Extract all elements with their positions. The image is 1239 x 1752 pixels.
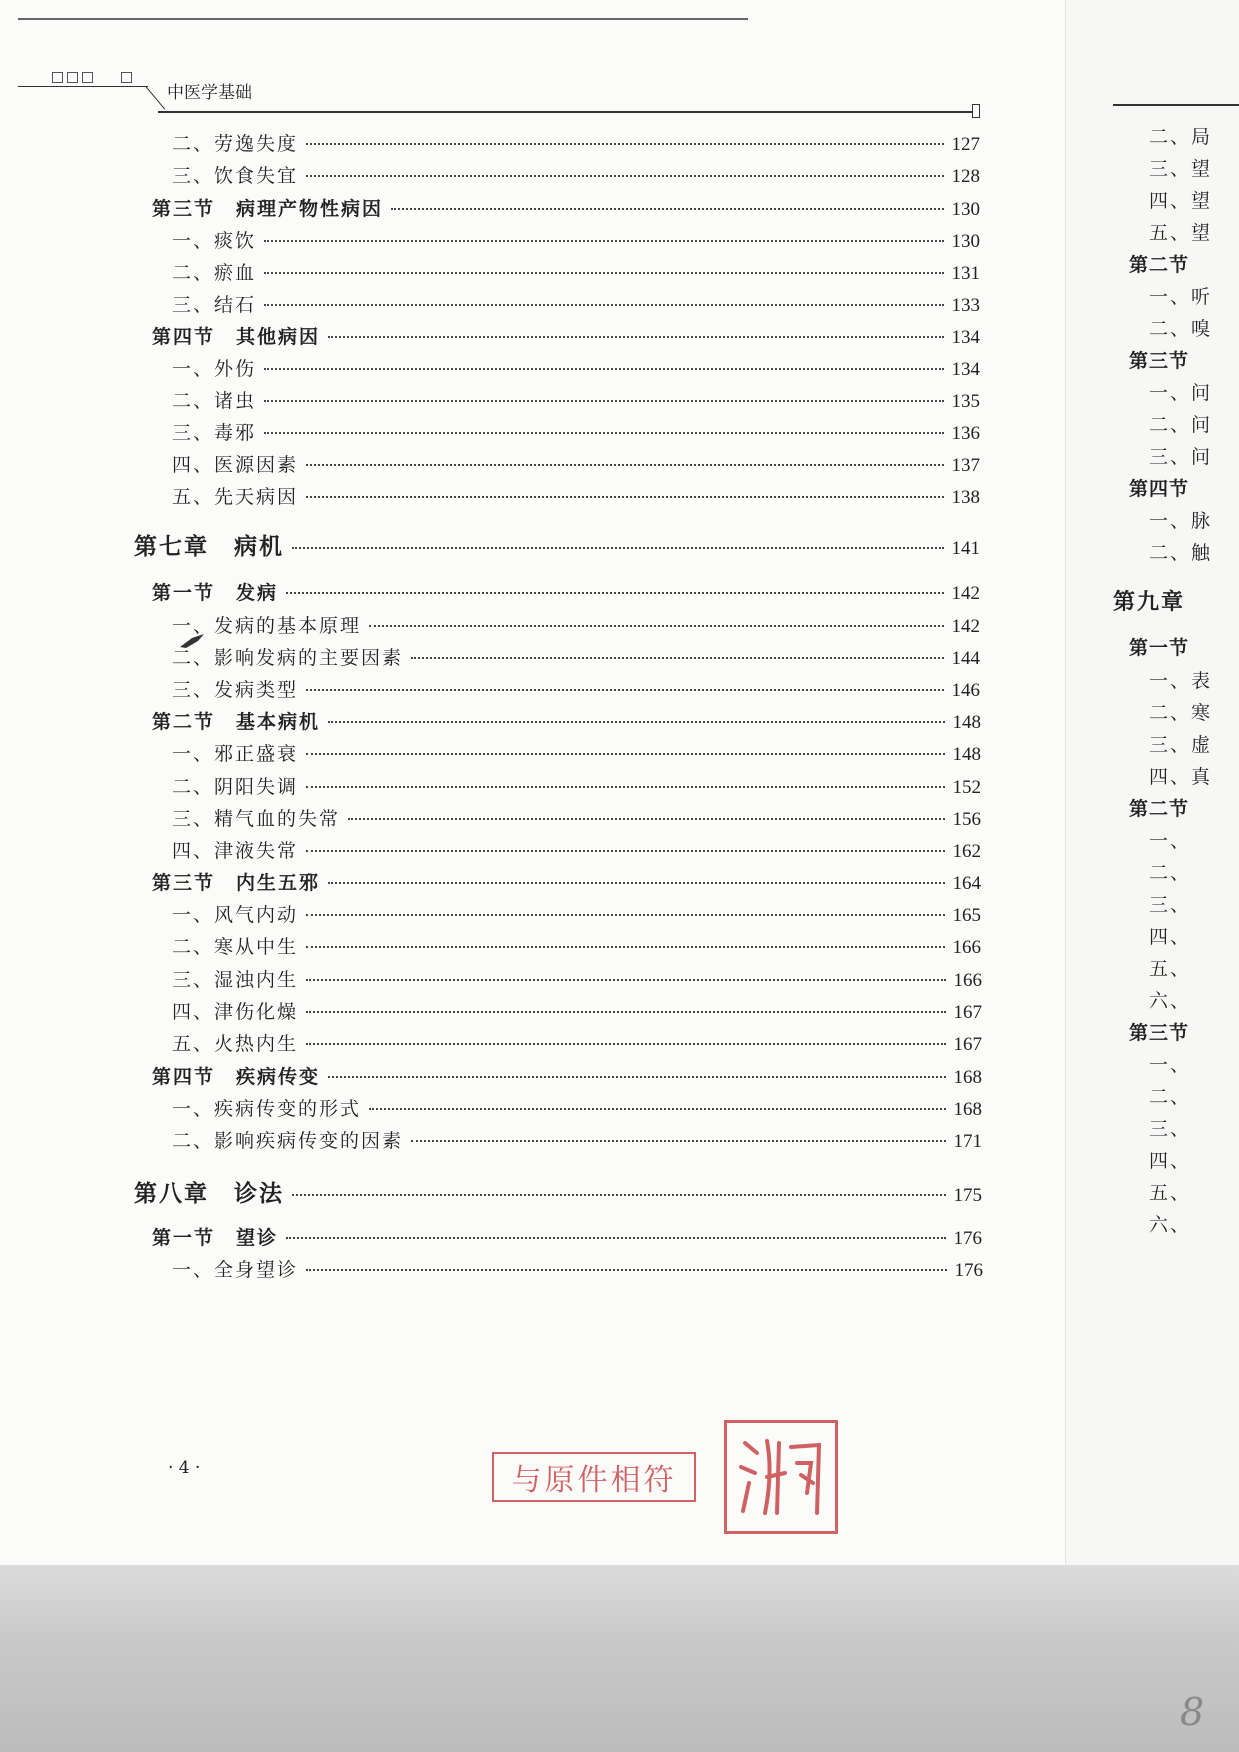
toc-item-row bbox=[172, 611, 980, 638]
facing-toc-entry: 二、嗅 bbox=[1149, 318, 1213, 340]
toc-entry-title: 一、疾病传变的形式 bbox=[172, 1098, 362, 1120]
toc-section-row bbox=[152, 707, 981, 734]
facing-toc-entry: 一、 bbox=[1149, 830, 1192, 852]
toc-entry-title: 第四节 疾病传变 bbox=[152, 1066, 321, 1088]
toc-page-number: 146 bbox=[951, 680, 980, 701]
facing-toc-entry: 二、 bbox=[1149, 862, 1192, 884]
dot-leader bbox=[292, 1194, 946, 1196]
dot-leader bbox=[328, 882, 944, 884]
toc-page-number: 127 bbox=[951, 134, 980, 155]
facing-toc-entry: 五、 bbox=[1149, 1182, 1192, 1204]
toc-page-number: 166 bbox=[953, 970, 982, 991]
toc-entry-title: 一、外伤 bbox=[172, 358, 257, 380]
toc-entry-title: 二、瘀血 bbox=[172, 262, 257, 284]
toc-item-row bbox=[172, 965, 982, 992]
facing-toc-entry: 第三节 bbox=[1129, 1022, 1190, 1044]
dot-leader bbox=[286, 592, 943, 594]
facing-toc-entry: 二、触 bbox=[1149, 542, 1213, 564]
scan-margin bbox=[0, 1565, 1239, 1752]
dot-leader bbox=[264, 272, 943, 274]
facing-header-rule bbox=[1113, 104, 1239, 106]
toc-entry-title: 一、全身望诊 bbox=[172, 1259, 299, 1281]
toc-page-number: 167 bbox=[953, 1034, 982, 1055]
facing-toc-entry: 第九章 bbox=[1113, 589, 1186, 615]
header-ornament bbox=[52, 72, 132, 83]
toc-item-row bbox=[172, 450, 980, 477]
toc-page-number: 165 bbox=[952, 905, 981, 926]
toc-section-row bbox=[152, 1062, 982, 1089]
dot-leader bbox=[306, 753, 944, 755]
toc-entry-title: 三、结石 bbox=[172, 294, 257, 316]
toc-item-row bbox=[172, 418, 980, 445]
header-rule-end bbox=[972, 104, 980, 118]
facing-toc-entry: 三、 bbox=[1149, 894, 1192, 916]
dot-leader bbox=[306, 1011, 945, 1013]
toc-item-row bbox=[172, 643, 980, 670]
dot-leader bbox=[306, 175, 943, 177]
dot-leader bbox=[264, 240, 943, 242]
toc-entry-title: 三、毒邪 bbox=[172, 422, 257, 444]
toc-item-row bbox=[172, 675, 980, 702]
toc-entry-title: 二、影响疾病传变的因素 bbox=[172, 1130, 404, 1152]
toc-item-row bbox=[172, 1255, 983, 1282]
facing-toc-entry: 一、问 bbox=[1149, 382, 1213, 404]
toc-entry-title: 二、劳逸失度 bbox=[172, 133, 299, 155]
facing-toc-entry: 一、 bbox=[1149, 1054, 1192, 1076]
toc-item-row bbox=[172, 482, 980, 509]
toc-item-row bbox=[172, 226, 980, 253]
toc-entry-title: 五、火热内生 bbox=[172, 1033, 299, 1055]
toc-entry-title: 第一节 望诊 bbox=[152, 1227, 279, 1249]
toc-item-row bbox=[172, 1029, 982, 1056]
toc-item-row bbox=[172, 258, 980, 285]
toc-entry-title: 四、津液失常 bbox=[172, 840, 299, 862]
toc-page-number: 134 bbox=[951, 327, 980, 348]
toc-entry-title: 第四节 其他病因 bbox=[152, 326, 321, 348]
toc-page-number: 133 bbox=[951, 295, 980, 316]
toc-page-number: 162 bbox=[952, 841, 981, 862]
dot-leader bbox=[286, 1237, 945, 1239]
toc-page-number: 176 bbox=[954, 1260, 983, 1281]
facing-toc-entry: 第二节 bbox=[1129, 798, 1190, 820]
facing-toc-entry: 二、局 bbox=[1149, 126, 1213, 148]
facing-toc-entry: 三、虚 bbox=[1149, 734, 1213, 756]
facing-toc-entry: 二、寒 bbox=[1149, 702, 1213, 724]
toc-page-number: 164 bbox=[952, 873, 981, 894]
dot-leader bbox=[328, 336, 943, 338]
toc-entry-title: 第八章 诊法 bbox=[134, 1180, 284, 1207]
facing-toc-entry: 一、听 bbox=[1149, 286, 1213, 308]
dot-leader bbox=[306, 850, 944, 852]
facing-toc-entry: 三、望 bbox=[1149, 158, 1213, 180]
toc-section-row bbox=[152, 322, 980, 349]
header-rule-left bbox=[18, 86, 148, 87]
toc-page-number: 168 bbox=[953, 1099, 982, 1120]
toc-entry-title: 二、阴阳失调 bbox=[172, 776, 299, 798]
facing-toc-entry: 四、望 bbox=[1149, 190, 1213, 212]
toc-item-row bbox=[172, 739, 981, 766]
toc-page-number: 130 bbox=[951, 231, 980, 252]
dot-leader bbox=[348, 818, 944, 820]
top-rule bbox=[18, 18, 748, 20]
toc-item-row bbox=[172, 772, 981, 799]
facing-toc-entry: 二、问 bbox=[1149, 414, 1213, 436]
facing-toc-entry: 六、 bbox=[1149, 990, 1192, 1012]
toc-entry-title: 三、发病类型 bbox=[172, 679, 299, 701]
toc-page-number: 156 bbox=[952, 809, 981, 830]
toc-entry-title: 五、先天病因 bbox=[172, 486, 299, 508]
facing-page-fragment bbox=[1065, 0, 1239, 1565]
facing-toc-entry: 第一节 bbox=[1129, 637, 1190, 659]
facing-toc-entry: 第三节 bbox=[1129, 350, 1190, 372]
toc-page-number: 148 bbox=[952, 744, 981, 765]
toc-page-number: 144 bbox=[951, 648, 980, 669]
toc-item-row bbox=[172, 804, 981, 831]
facing-toc-entry: 第二节 bbox=[1129, 254, 1190, 276]
dot-leader bbox=[369, 625, 943, 627]
dot-leader bbox=[306, 464, 943, 466]
dot-leader bbox=[306, 689, 943, 691]
dot-leader bbox=[306, 1269, 946, 1271]
toc-item-row bbox=[172, 386, 980, 413]
toc-entry-title: 三、精气血的失常 bbox=[172, 808, 341, 830]
toc-page-number: 148 bbox=[952, 712, 981, 733]
toc-item-row bbox=[172, 997, 982, 1024]
header-rule bbox=[158, 111, 978, 113]
running-header-title: 中医学基础 bbox=[167, 83, 252, 103]
dot-leader bbox=[306, 786, 944, 788]
toc-page-number: 168 bbox=[953, 1067, 982, 1088]
dot-leader bbox=[306, 1043, 945, 1045]
toc-page-number: 176 bbox=[953, 1228, 982, 1249]
toc-page-number: 138 bbox=[951, 487, 980, 508]
toc-page-number: 135 bbox=[951, 391, 980, 412]
toc-page-number: 136 bbox=[951, 423, 980, 444]
dot-leader bbox=[411, 1140, 945, 1142]
seal-stamp bbox=[724, 1420, 838, 1534]
toc-entry-title: 四、医源因素 bbox=[172, 454, 299, 476]
toc-entry-title: 四、津伤化燥 bbox=[172, 1001, 299, 1023]
toc-item-row bbox=[172, 1126, 982, 1153]
toc-entry-title: 二、寒从中生 bbox=[172, 936, 299, 958]
facing-toc-entry: 三、 bbox=[1149, 1118, 1192, 1140]
toc-page-number: 152 bbox=[952, 777, 981, 798]
dot-leader bbox=[306, 496, 943, 498]
facing-toc-entry: 一、脉 bbox=[1149, 510, 1213, 532]
toc-item-row bbox=[172, 900, 981, 927]
toc-entry-title: 第三节 内生五邪 bbox=[152, 872, 321, 894]
toc-section-row bbox=[152, 194, 980, 221]
header-rule-diagonal bbox=[145, 86, 165, 110]
facing-toc-entry: 四、真 bbox=[1149, 766, 1213, 788]
facing-toc-entry: 一、表 bbox=[1149, 670, 1213, 692]
toc-page-number: 142 bbox=[951, 583, 980, 604]
page-folio: · 4 · bbox=[168, 1458, 201, 1478]
pen-mark bbox=[178, 632, 208, 650]
dot-leader bbox=[306, 979, 945, 981]
toc-page-number: 175 bbox=[953, 1185, 982, 1206]
toc-item-row bbox=[172, 836, 981, 863]
toc-page-number: 167 bbox=[953, 1002, 982, 1023]
facing-toc-entry: 六、 bbox=[1149, 1214, 1192, 1236]
toc-entry-title: 二、诸虫 bbox=[172, 390, 257, 412]
dot-leader bbox=[264, 304, 943, 306]
dot-leader bbox=[391, 208, 943, 210]
toc-item-row bbox=[172, 129, 980, 156]
dot-leader bbox=[306, 914, 944, 916]
toc-entry-title: 一、痰饮 bbox=[172, 230, 257, 252]
toc-entry-title: 第七章 病机 bbox=[134, 533, 284, 560]
dot-leader bbox=[306, 143, 943, 145]
toc-item-row bbox=[172, 932, 981, 959]
toc-page-number: 142 bbox=[951, 616, 980, 637]
toc-section-row bbox=[152, 868, 981, 895]
toc-page-number: 137 bbox=[951, 455, 980, 476]
dot-leader bbox=[369, 1108, 945, 1110]
toc-item-row bbox=[172, 290, 980, 317]
toc-entry-title: 二、影响发病的主要因素 bbox=[172, 647, 404, 669]
facing-toc-entry: 三、问 bbox=[1149, 446, 1213, 468]
toc-entry-title: 一、风气内动 bbox=[172, 904, 299, 926]
toc-entry-title: 三、饮食失宜 bbox=[172, 165, 299, 187]
toc-entry-title: 三、湿浊内生 bbox=[172, 969, 299, 991]
toc-entry-title: 第一节 发病 bbox=[152, 582, 279, 604]
toc-item-row bbox=[172, 1094, 982, 1121]
dot-leader bbox=[292, 547, 944, 549]
certified-copy-stamp: 与原件相符 bbox=[492, 1452, 696, 1502]
toc-page-number: 131 bbox=[951, 263, 980, 284]
toc-page-number: 141 bbox=[951, 538, 980, 559]
facing-toc-entry: 二、 bbox=[1149, 1086, 1192, 1108]
toc-section-row bbox=[152, 1223, 982, 1250]
facing-toc-entry: 四、 bbox=[1149, 926, 1192, 948]
dot-leader bbox=[264, 368, 943, 370]
facing-toc-entry: 五、 bbox=[1149, 958, 1192, 980]
dot-leader bbox=[328, 1076, 945, 1078]
toc-page-number: 171 bbox=[953, 1131, 982, 1152]
toc-entry-title: 一、发病的基本原理 bbox=[172, 615, 362, 637]
toc-chapter-row bbox=[134, 1175, 982, 1208]
toc-page-number: 166 bbox=[952, 937, 981, 958]
toc-section-row bbox=[152, 578, 980, 605]
dot-leader bbox=[328, 721, 944, 723]
facing-toc-entry: 五、望 bbox=[1149, 222, 1213, 244]
toc-item-row bbox=[172, 354, 980, 381]
toc-page-number: 134 bbox=[951, 359, 980, 380]
toc-item-row bbox=[172, 161, 980, 188]
toc-entry-title: 第二节 基本病机 bbox=[152, 711, 321, 733]
toc-entry-title: 第三节 病理产物性病因 bbox=[152, 198, 384, 220]
dot-leader bbox=[306, 946, 944, 948]
dot-leader bbox=[411, 657, 943, 659]
dot-leader bbox=[264, 432, 943, 434]
toc-entry-title: 一、邪正盛衰 bbox=[172, 743, 299, 765]
facing-toc-entry: 四、 bbox=[1149, 1150, 1192, 1172]
toc-page-number: 130 bbox=[951, 199, 980, 220]
handwritten-mark: 8 bbox=[1180, 1690, 1205, 1734]
toc-chapter-row bbox=[134, 528, 980, 561]
toc-page-number: 128 bbox=[951, 166, 980, 187]
dot-leader bbox=[264, 400, 943, 402]
facing-toc-entry: 第四节 bbox=[1129, 478, 1190, 500]
